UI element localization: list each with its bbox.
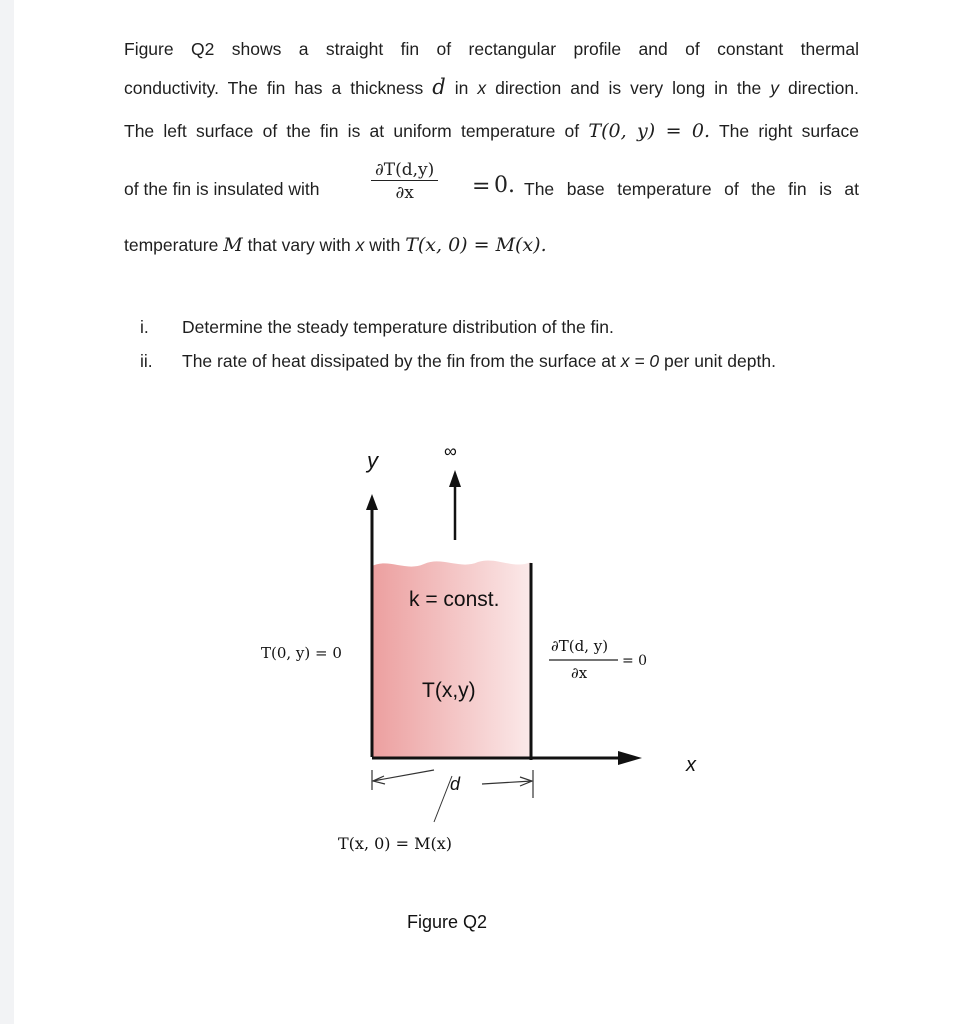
line1-text: Figure Q2 shows a straight fin of rectangular profile and of constant thermal [124,39,859,59]
base-bc-equation: T(x, 0) = M(x). [405,234,547,256]
x-axis-arrowhead [618,751,642,765]
var-d: d [432,75,446,99]
infinity-label: ∞ [444,441,457,461]
var-M: M [223,234,243,256]
line3-text-b: The right surface [718,121,860,141]
x-axis-label: x [686,754,696,776]
var-x-2: x [355,235,365,255]
line4-text-a: of the fin is insulated with [124,179,320,199]
line5-text-a: temperature [124,235,219,255]
fin-figure [14,0,960,1024]
infinity-arrowhead [449,470,461,487]
right-bc-denominator: ∂x [571,664,588,682]
line5-text-c: with [369,235,401,255]
equals-sign: = [472,174,491,199]
var-y: y [770,78,779,98]
dim-line-left [373,770,434,781]
question-ii-x: x = 0 [620,351,660,371]
base-bc-label: T(x, 0) = M(x) [338,834,452,853]
document-page [14,0,960,1024]
figure-caption: Figure Q2 [407,912,488,932]
k-const-label: k = const. [409,588,500,611]
line2-text-b: in [454,78,469,98]
question-ii-marker: ii. [140,351,153,371]
question-ii-text-a: The rate of heat dissipated by the fin from the surface at [182,351,616,371]
y-axis-label: y [367,448,378,473]
question-i-text: Determine the steady temperature distribution of the fin. [182,317,614,337]
line2-text-a: conductivity. The fin has a thickness [124,78,424,98]
right-bc-equals: = 0 [622,653,648,669]
question-ii-text-b: per unit depth. [664,351,776,371]
line3-text-a: The left surface of the fin is at uniform temperature of [124,121,580,141]
left-bc-label: T(0, y) = 0 [261,644,342,662]
line2-text-e: direction. [788,78,860,98]
fraction-denominator: ∂x [395,183,414,203]
line4-text-b: The base temperature of the fin is at [524,179,859,199]
var-x: x [477,78,487,98]
zero-value: 0. [494,173,515,198]
y-axis-arrowhead [366,494,378,510]
line2-text-c: direction and is very long in the [495,78,762,98]
question-i-marker: i. [140,317,149,337]
right-bc-numerator: ∂T(d, y) [551,637,609,655]
fraction-numerator: ∂T(d,y) [371,160,438,181]
thickness-label: d [450,774,461,794]
line5-text-b: that vary with [247,235,351,255]
temperature-field-label: T(x,y) [422,679,476,702]
left-bc-equation: T(0, y) = 0. [588,120,711,142]
